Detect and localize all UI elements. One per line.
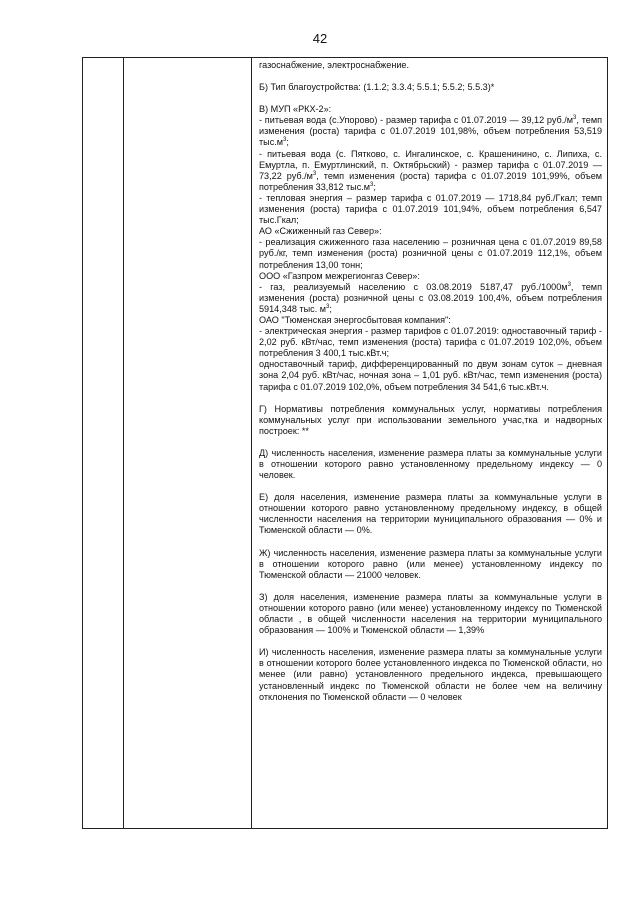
paragraph: И) численность населения, изменение размера платы за коммунальные услуги в отношении которого более установленного индекса по Тюменской области, но менее (или равно) установленного предельного индекса, превышающего установленный индекс по Тюменской области не более чем на величину отклонения по Тюменской области — 0 человек (259, 647, 602, 702)
paragraph: ООО «Газпром межрегионгаз Север»: (259, 270, 420, 281)
paragraph: - газ, реализуемый населению с 03.08.2019 5187,47 $руб./1000м^3$, темп изменения (роста) розничной цены с 03.08.2019 100,4%, объем потребления 5914,348 тыс. $м^3$; (259, 281, 602, 314)
paragraph-gap (259, 481, 602, 492)
paragraph-gap (259, 93, 602, 104)
paragraph: ОАО "Тюменская энергосбытовая компания": (259, 314, 451, 325)
paragraph-gap (259, 636, 602, 647)
column-divider-1 (123, 58, 124, 828)
paragraph: Ж) численность населения, изменение размера платы за коммунальные услуги в отношении которого равно (или менее) установленному индексу по Тюменской области — 21000 человек. (259, 547, 602, 580)
page-number: 42 (312, 31, 328, 46)
table-cell-content (259, 60, 602, 703)
paragraph-gap (259, 537, 602, 548)
paragraph: - тепловая энергия – размер тарифа с 01.07.2019 — 1718,84 руб./Гкал; темп изменения (роста) тарифа с 01.07.2019 101,94%, объем потребления 6,547 тыс.Гкал; (259, 192, 602, 226)
paragraph: - питьевая вода (с. Пятково, с. Ингалинское, с. Крашенинино, с. Липиха, с. Емуртла, п. Емуртлинский, п. Октябрьский) - размер тарифа с 01.07.2019 — 73,22 $руб./м^3$, темп изменения (роста) тарифа с 01.07.2019 101,99%, объем потребления 33,812 $тыс.м^3$; (259, 148, 603, 192)
paragraph: АО «Сжиженный газ Север»: (259, 226, 382, 237)
paragraph: - питьевая вода (с.Упорово) - размер тарифа с 01.07.2019 — 39,12 $руб./м^3$, темп изменения (роста) тарифа с 01.07.2019 101,98%, объем потребления 53,519 $тыс.м^3$; (259, 115, 602, 148)
paragraph: З) доля населения, изменение размера платы за коммунальные услуги в отношении которого равно (или менее) установленному индексу по Тюменской области , в общей численности населения на территории муниципального образования — 100% и Тюменской области — 1,39% (259, 591, 602, 636)
paragraph: Е) доля населения, изменение размера платы за коммунальные услуги в отношении которого равно установленному предельному индексу, в общей численности населения на территории муниципального образования — 0% и Тюменской области — 0%. (259, 492, 602, 536)
paragraph: Д) численность населения, изменение размера платы за коммунальные услуги в отношении которого равно установленному предельному индексу — 0 человек. (259, 447, 602, 481)
paragraph-gap (259, 581, 602, 592)
paragraph-gap (259, 71, 602, 82)
paragraph-gap (259, 393, 602, 404)
paragraph: газоснабжение, электроснабжение. (259, 60, 410, 70)
paragraph: В) МУП «РКХ-2»: (259, 104, 332, 115)
paragraph-gap (259, 437, 602, 448)
column-divider-2 (251, 58, 252, 828)
paragraph: одноставочный тариф, дифференцированный по двум зонам суток – дневная зона 2,04 руб. кВт/час, ночная зона – 1,01 руб. кВт/час, темп изменения (роста) тарифа с 01.07.2019 102,0%, объем потребления 34 541,6 тыс.кВт.ч. (259, 359, 602, 392)
paragraph: - реализация сжиженного газа населению – розничная цена с 01.07.2019 89,58 руб./кг, темп изменения (роста) розничной цены с 01.07.2019 112,1%, объем потребления 13,00 тонн; (259, 237, 602, 270)
paragraph: Б) Тип благоустройства: (1.1.2; 3.3.4; 5.5.1; 5.5.2; 5.5.3)* (259, 82, 495, 93)
document-table (82, 57, 608, 829)
paragraph: Г) Нормативы потребления коммунальных услуг, нормативы потребления коммунальных услуг при использовании земельного учас,тка и надворных построек: ** (259, 403, 602, 436)
paragraph: - электрическая энергия - размер тарифов с 01.07.2019: одноставочный тариф - 2,02 руб. кВт/час, темп изменения (роста) тарифа с 01.07.2019 102,0%, объем потребления 3 400,1 тыс.кВт.ч; (259, 326, 602, 359)
